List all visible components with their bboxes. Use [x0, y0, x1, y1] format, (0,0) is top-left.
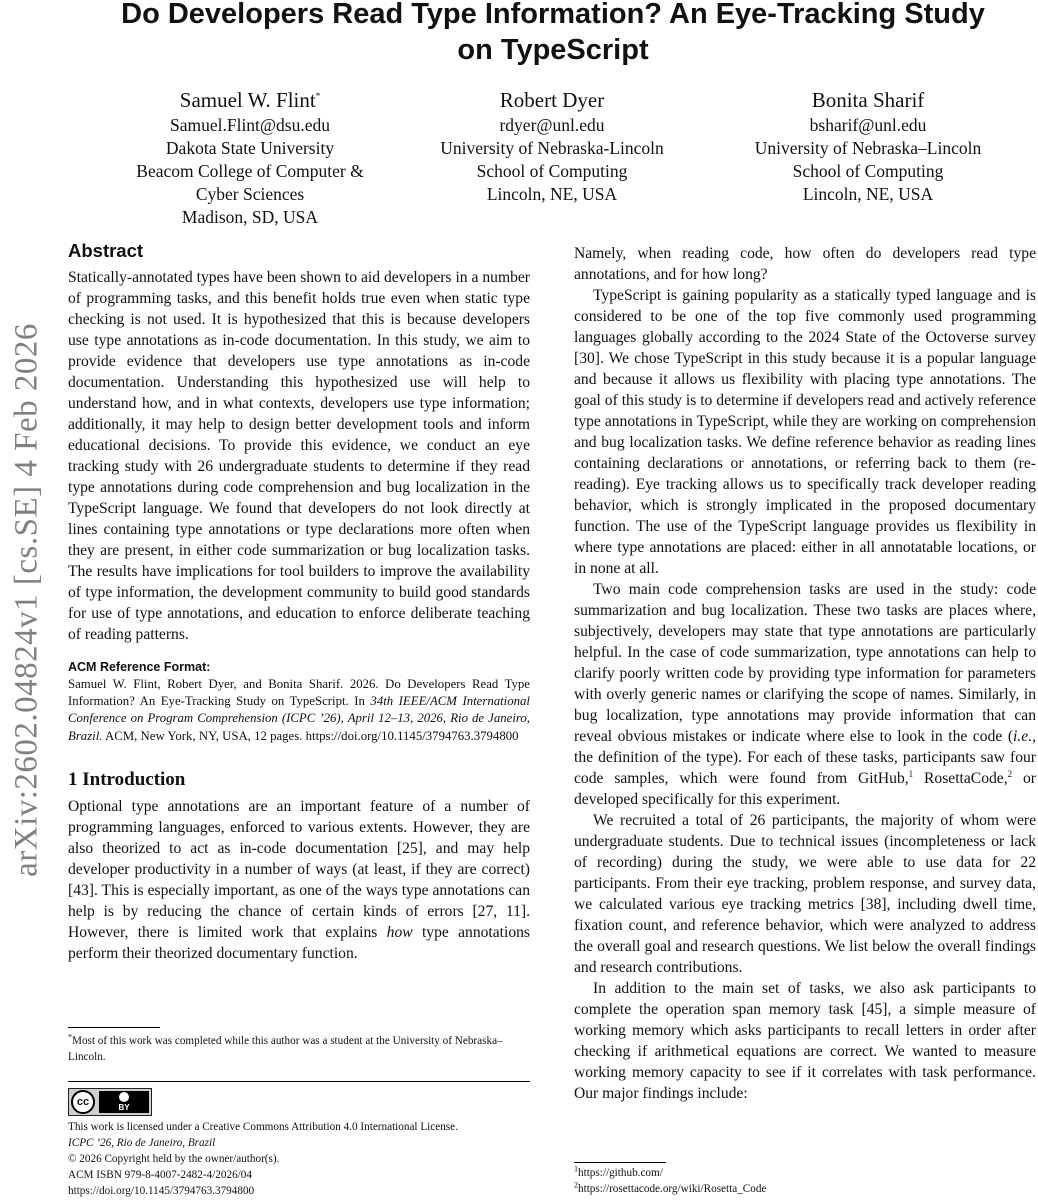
author-affiliation: Beacom College of Computer &: [136, 161, 364, 181]
footnote-mark: *: [68, 1032, 72, 1042]
intro-heading: 1 Introduction: [68, 768, 186, 790]
intro-paragraph-2: TypeScript is gaining popularity as a statically typed language and is considered to be one of the top five commonly used programming languages globally according to the 2024 State of the Octoverse survey [30]. We chose TypeScript in this study because it is a popular language and because it allows us flexibility with placing type annotations. The goal of this study is to determine if developers read and actively reference type annotations in TypeScript, while they are working on comprehension and bug localization tasks. We define reference behavior as reading lines containing declarations or annotations, or referring back to them (re-reading). Eye tracking allows us to specifically track developer reading behavior, which is strongly implicated in the proposed documentary function. The use of the TypeScript language provides us flexibility in where type annotations are placed: either in all annotatable locations, or in none at all.: [574, 287, 1036, 577]
abstract-text: Statically-annotated types have been shown to aid developers in a number of programming tasks, and this benefit holds true even when static type checking is not used. It is hypothesized that this is because developers use type annotations as in-code documentation. In this study, we aim to provide evidence that developers use type annotations as in-code documentation. Understanding this hypothesized use will help to understand how, and in what contexts, developers use type information; additionally, it may help to design better development tools and inform educational decisions. To provide this evidence, we conduct an eye tracking study with 26 undergraduate students to determine if they read type annotations during code comprehension and bug localization in the TypeScript language. We found that developers do not look directly at lines containing type annotations or type declarations more often when they are present, in either code summarization or bug localization tasks. The results have implications for tool builders to improve the availability of type information, the development community to build good standards for use of type annotations, and education to enforce deliberate teaching of reading patterns.: [68, 269, 530, 643]
intro-paragraph-1: Optional type annotations are an important feature of a number of programming languages, enforced to various extents. However, they are also theorized to act as in-code documentation [25], and may help developer productivity in a number of ways (at least, if they are correct) [43]. This is especially important, as one of the ways type annotations can help is by reducing the chance of certain kinds of errors [27, 11]. However, there is limited work that explains how type annotations perform their theorized documentary function.: [68, 797, 530, 962]
footnote-rule-right: [574, 1162, 666, 1163]
acm-ref-text: Samuel W. Flint, Robert Dyer, and Bonita Sharif. 2026. Do Developers Read Type Information? An Eye-Tracking Study on TypeScript. In 34th IEEE/ACM International Conference on Program Comprehension (ICPC ’26), April 12–13, 2026, Rio de Janeiro, Brazil. ACM, New York, NY, USA, 12 pages. https://doi.org/10.1145/3794763.3794800: [68, 677, 530, 743]
intro-paragraph-3: Two main code comprehension tasks are used in the study: code summarization and bug localization. These two tasks are places where, subjectively, developers may state that type annotations are particularly helpful. In the case of code summarization, type annotations can help to clarify poorly written code by providing type information for parameters with overly generic names or clarifying the scope of names. Similarly, in bug localization, type annotations may provide information that can reveal obvious mistakes or indicate where else to look in the code (i.e., the definition of the type). For each of these tasks, participants saw four code samples, which were found from GitHub,$^1$ RosettaCode,$^2$ or developed specifically for this experiment.: [574, 581, 1036, 808]
footnote-2: $^2$https://rosettacode.org/wiki/Rosetta_Code: [574, 1180, 767, 1195]
footnote-rule: [68, 1027, 160, 1028]
acm-ref-heading: ACM Reference Format:: [68, 660, 211, 674]
footnotes-right: [574, 1165, 1036, 1197]
paper-title-line2: on TypeScript: [457, 34, 649, 66]
license-block: [68, 1119, 538, 1199]
paper-title: [60, 0, 1038, 68]
author-affiliation: Madison, SD, USA: [181, 207, 319, 227]
author-block-2: [402, 88, 702, 206]
author-name: Bonita Sharif: [811, 88, 925, 112]
license-isbn: ACM ISBN 979-8-4007-2482-4/2026/04: [68, 1169, 252, 1181]
right-column: [574, 243, 1036, 1104]
acm-ref-venue: 34th IEEE/ACM International Conference on Program Comprehension (ICPC ’26), April 12–13, 2026, Rio de Janeiro, Brazil.: [68, 694, 530, 743]
author-name: Robert Dyer: [499, 88, 605, 112]
intro-paragraph-5: In addition to the main set of tasks, we also ask participants to complete the operation span memory task [45], a simple measure of working memory which asks participants to recall letters in order after checking if arithmetical equations are correct. We wanted to measure working memory capacity to see if it correlates with task performance. Our major findings include:: [574, 980, 1036, 1102]
author-email: rdyer@unl.edu: [499, 115, 605, 135]
footnote-ref-1: 1: [908, 768, 914, 779]
author-affiliation: University of Nebraska-Lincoln: [440, 138, 664, 158]
cc-by-license-logo: [68, 1088, 152, 1116]
author-affiliation: School of Computing: [476, 161, 628, 181]
cc-icon: cc: [71, 1090, 95, 1114]
attribution-person-icon: [119, 1092, 129, 1102]
author-affiliation: Cyber Sciences: [195, 184, 305, 204]
author-affiliation: Lincoln, NE, USA: [486, 184, 618, 204]
arxiv-sidebar-stamp: [0, 270, 54, 930]
by-icon: BY: [99, 1091, 149, 1113]
author-name: Samuel W. Flint*: [179, 88, 321, 112]
footnote-ref-2: 2: [1007, 768, 1013, 779]
author-email: bsharif@unl.edu: [809, 115, 927, 135]
author-affiliation: Lincoln, NE, USA: [802, 184, 934, 204]
left-column: [68, 240, 530, 964]
license-venue: ICPC ’26, Rio de Janeiro, Brazil: [68, 1137, 216, 1149]
footnote-1: $^1$https://github.com/: [574, 1164, 663, 1179]
license-text: This work is licensed under a Creative Commons Attribution 4.0 International License.: [68, 1121, 458, 1133]
intro-paragraph-4: We recruited a total of 26 participants, the majority of whom were undergraduate students. Due to technical issues (incompleteness or lack of recording) during the study, we were able to use data for 22 participants. From their eye tracking, problem response, and survey data, we calculated various eye tracking metrics [38], including dwell time, fixation count, and reference behavior, which were analyzed to address the overall goal and research questions. We list below the overall findings and research contributions.: [574, 812, 1036, 976]
abstract-heading: Abstract: [68, 240, 144, 261]
author-footnote-mark: *: [315, 91, 321, 101]
author-affiliation: Dakota State University: [165, 138, 335, 158]
license-doi: https://doi.org/10.1145/3794763.3794800: [68, 1185, 255, 1197]
paper-title-line1: Do Developers Read Type Information? An Eye-Tracking Study: [121, 0, 985, 30]
author-block-1: [100, 88, 400, 229]
author-affiliation: University of Nebraska–Lincoln: [754, 138, 982, 158]
author-affiliation: School of Computing: [792, 161, 944, 181]
author-block-3: [718, 88, 1018, 206]
intro-paragraph-cont: Namely, when reading code, how often do developers read type annotations, and for how long?: [574, 245, 1036, 283]
acm-reference: [68, 659, 530, 745]
author-email: Samuel.Flint@dsu.edu: [169, 115, 330, 135]
footnote-text: Most of this work was completed while this author was a student at the University of Nebraska–Lincoln.: [68, 1035, 503, 1063]
license-rule: [68, 1081, 530, 1082]
license-copyright: © 2026 Copyright held by the owner/author(s).: [68, 1153, 280, 1165]
footnote-author: [68, 1033, 530, 1065]
arxiv-id: arXiv:2602.04824v1 [cs.SE] 4 Feb 2026: [8, 323, 45, 877]
